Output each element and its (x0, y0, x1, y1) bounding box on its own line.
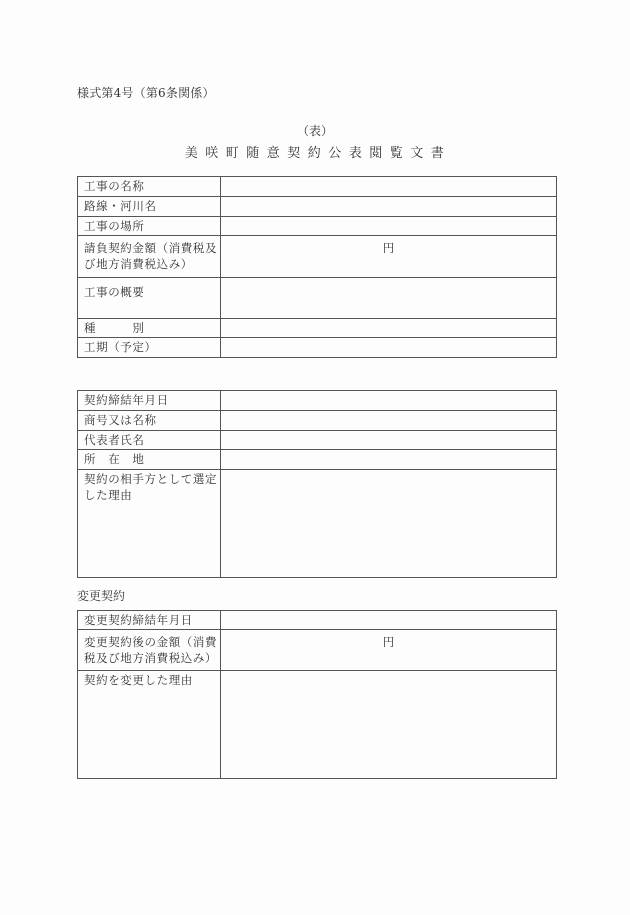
company-name-field[interactable] (221, 411, 557, 431)
route-river-label: 路線・河川名 (78, 197, 221, 217)
route-river-field[interactable] (221, 197, 557, 217)
construction-overview-label: 工事の概要 (78, 278, 221, 319)
change-reason-field[interactable] (221, 671, 557, 779)
selection-reason-field[interactable] (221, 470, 557, 578)
category-field[interactable] (221, 319, 557, 338)
construction-name-label: 工事の名称 (78, 177, 221, 197)
contract-table (77, 390, 557, 578)
construction-overview-field[interactable] (221, 278, 557, 319)
change-contract-date-field[interactable] (221, 611, 557, 630)
representative-name-label: 代表者氏名 (78, 431, 221, 450)
table-row (78, 411, 557, 431)
table-row (78, 278, 557, 319)
contract-date-label: 契約締結年月日 (78, 391, 221, 411)
table-row (78, 431, 557, 450)
changed-amount-label: 変更契約後の金額（消費税及び地方消費税込み） (78, 630, 221, 671)
category-label: 種 別 (78, 319, 221, 338)
construction-period-field[interactable] (221, 338, 557, 358)
table-row (78, 450, 557, 470)
table-row (78, 319, 557, 338)
change-contract-date-label: 変更契約締結年月日 (78, 611, 221, 630)
form-number: 様式第4号（第6条関係） (77, 86, 215, 100)
construction-location-label: 工事の場所 (78, 217, 221, 236)
table-row (78, 177, 557, 197)
side-label: （表） (296, 124, 333, 138)
table-row (78, 470, 557, 578)
change-reason-label: 契約を変更した理由 (78, 671, 221, 779)
table-row (78, 197, 557, 217)
table-row (78, 671, 557, 779)
changed-amount-field[interactable]: 円 (221, 630, 557, 671)
table-row (78, 217, 557, 236)
contract-amount-label: 請負契約金額（消費税及び地方消費税込み） (78, 236, 221, 278)
address-field[interactable] (221, 450, 557, 470)
contract-amount-field[interactable]: 円 (221, 236, 557, 278)
table-row (78, 236, 557, 278)
construction-table (77, 176, 557, 358)
change-contract-heading: 変更契約 (77, 589, 126, 603)
representative-name-field[interactable] (221, 431, 557, 450)
company-name-label: 商号又は名称 (78, 411, 221, 431)
table-row (78, 338, 557, 358)
change-contract-table (77, 610, 557, 779)
table-row (78, 611, 557, 630)
construction-period-label: 工期（予定） (78, 338, 221, 358)
construction-name-field[interactable] (221, 177, 557, 197)
construction-location-field[interactable] (221, 217, 557, 236)
address-label: 所 在 地 (78, 450, 221, 470)
table-row (78, 630, 557, 671)
document-title: 美咲町随意契約公表閲覧文書 (184, 146, 452, 161)
table-row (78, 391, 557, 411)
selection-reason-label: 契約の相手方として選定した理由 (78, 470, 221, 578)
contract-date-field[interactable] (221, 391, 557, 411)
